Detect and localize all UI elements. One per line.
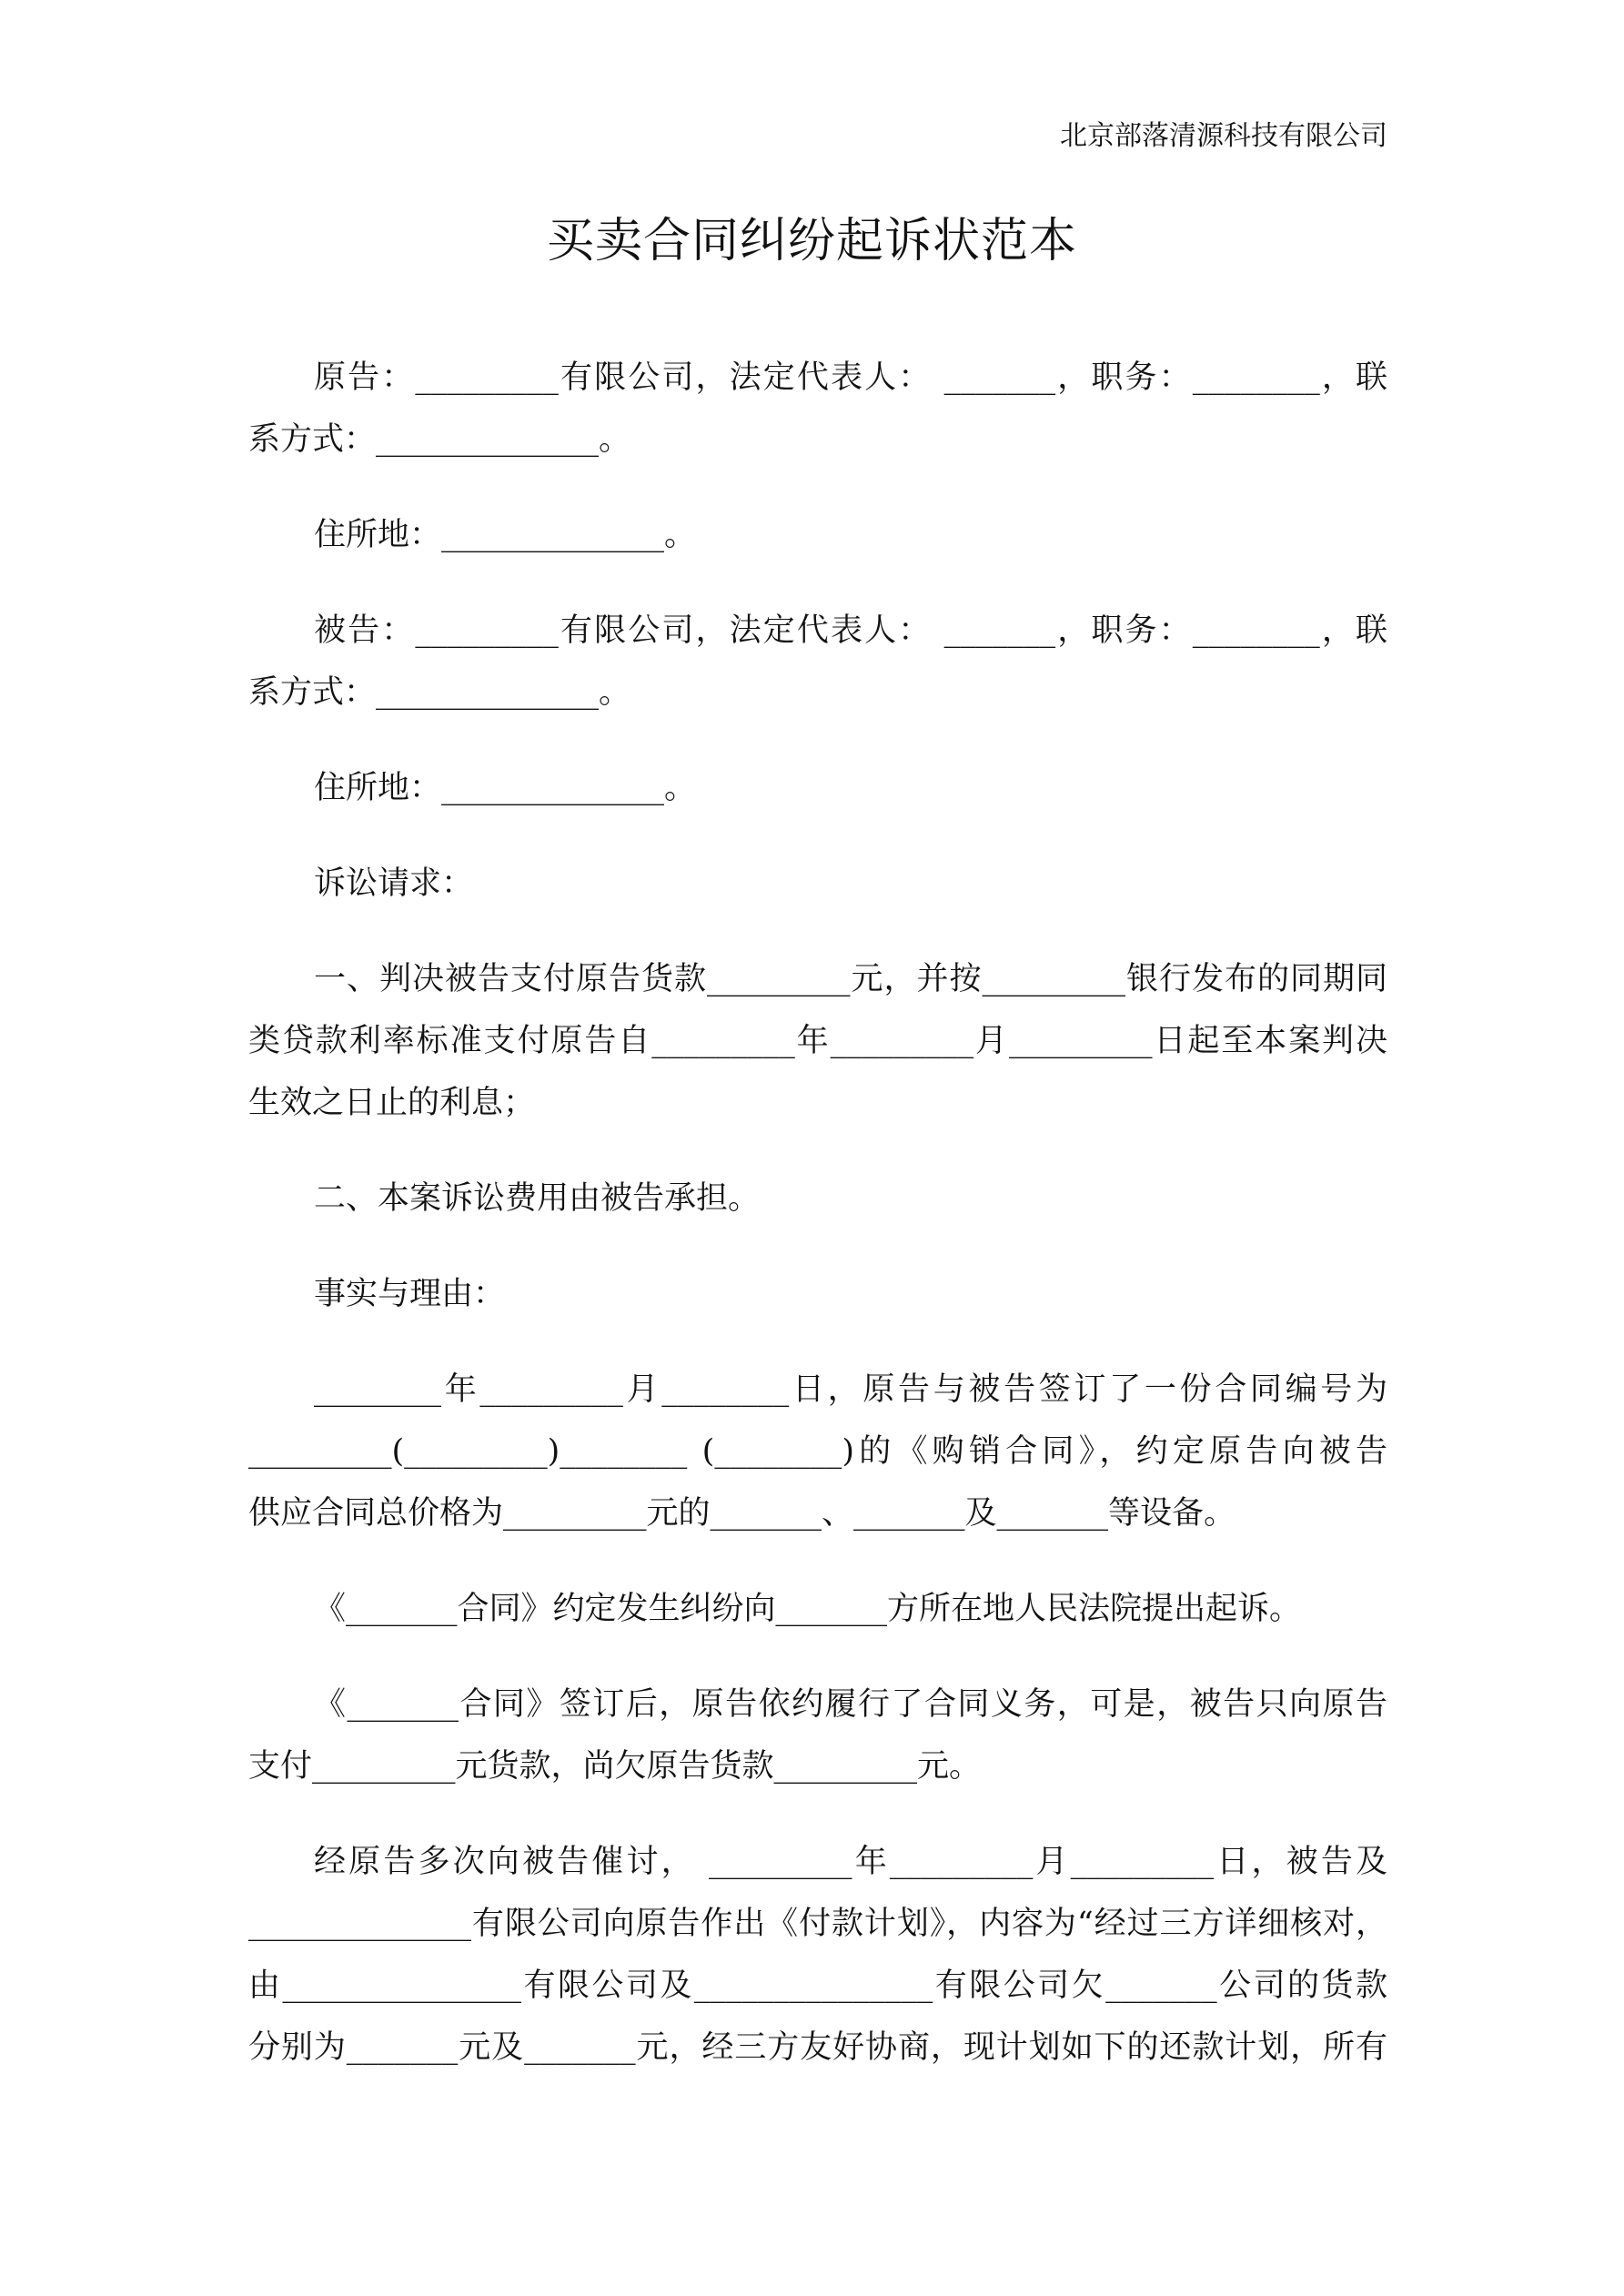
text-line: 由_______________有限公司及_______________有限公司欠_______公司的货款 — [248, 1967, 1387, 2004]
text-line: ______________有限公司向原告作出《付款计划》，内容为“经过三方详细核对， — [248, 1906, 1387, 1942]
text-line: _________(_________)________ (________)的《购销合同》，约定原告向被告 — [248, 1433, 1387, 1470]
text-line: 分别为_______元及_______元，经三方友好协商，现计划如下的还款计划，所有 — [248, 2029, 1387, 2066]
text-line: 《_______合同》签订后，原告依约履行了合同义务，可是，被告只向原告 — [314, 1686, 1387, 1723]
text-line: 生效之日止的利息； — [248, 1085, 536, 1121]
paragraph — [248, 853, 1387, 915]
text-line: 二、本案诉讼费用由被告承担。 — [314, 1180, 761, 1217]
paragraph — [248, 1578, 1387, 1640]
text-line: 供应合同总价格为_________元的_______、_______及_______等设备。 — [248, 1495, 1236, 1532]
text-line: 原告：_________有限公司，法定代表人： _______，职务：________，联 — [314, 359, 1387, 396]
text-line: 经原告多次向被告催讨， _________年_________月_________日，被告及 — [314, 1844, 1387, 1880]
paragraph — [248, 1674, 1387, 1797]
text-line: 诉讼请求： — [314, 865, 474, 902]
text-line: 系方式：______________。 — [248, 674, 631, 711]
text-line: 住所地：______________。 — [314, 517, 697, 553]
paragraph — [248, 347, 1387, 470]
paragraph — [248, 1359, 1387, 1544]
document-title: 买卖合同纠纷起诉状范本 — [546, 214, 1077, 268]
paragraph — [248, 1831, 1387, 2079]
paragraph — [248, 600, 1387, 723]
paragraph — [248, 1263, 1387, 1325]
text-line: 一、判决被告支付原告货款_________元，并按_________银行发布的同期同 — [314, 961, 1387, 997]
paragraph — [248, 504, 1387, 566]
text-line: 《_______合同》约定发生纠纷向_______方所在地人民法院提出起诉。 — [314, 1591, 1302, 1627]
text-line: 被告：_________有限公司，法定代表人： _______，职务：________，联 — [314, 612, 1387, 649]
paragraph — [248, 757, 1387, 819]
paragraph — [248, 948, 1387, 1134]
paragraph — [248, 1168, 1387, 1229]
text-line: 支付_________元货款，尚欠原告货款_________元。 — [248, 1748, 982, 1785]
text-line: 住所地：______________。 — [314, 770, 697, 806]
text-line: 事实与理由： — [314, 1276, 506, 1312]
document-body — [248, 347, 1387, 2112]
text-line: 系方式：______________。 — [248, 421, 631, 458]
company-header: 北京部落清源科技有限公司 — [1060, 120, 1387, 152]
text-line: ________年_________月________日，原告与被告签订了一份合同编号为 — [314, 1371, 1387, 1408]
text-line: 类贷款利率标准支付原告自_________年_________月_________日起至本案判决 — [248, 1023, 1387, 1059]
